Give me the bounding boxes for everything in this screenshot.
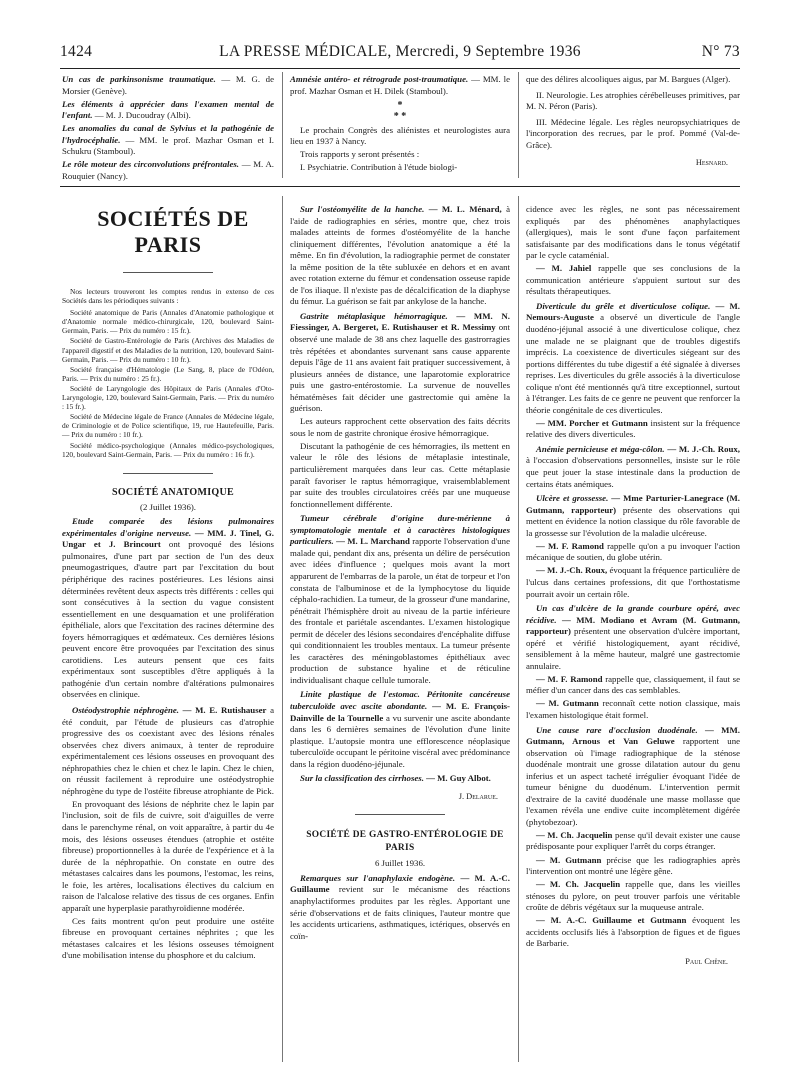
discussion: — M. A.-C. Guillaume et Gutmann évoquent les accidents occlusifs liés à l'absorption de figues et de figues de Barbarie. bbox=[526, 915, 743, 949]
article: Gastrite métaplasique hémorragique. — MM. N. Fiessinger, A. Bergeret, E. Rutishauser et R. Messimy ont observé une malade de 38 ans chez laquelle des gastrorragies très répétées et abondantes survenant sans cause apparente depuis l'âge de 11 ans avaient fait pratiquer successivement, à plusieurs années de distance, une laparotomie exploratrice puis une gastro-entérostomie. La survenue de nouvelles hématémèses fait décider une gastrectomie qui amène la guérison. bbox=[290, 310, 513, 414]
column-2 bbox=[290, 204, 513, 944]
periodical-entry: Société anatomique de Paris (Annales d'Anatomie pathologique et d'Anatomie normale médico-chirurgicale, 120, boulevard Saint-Germain, Paris. — Prix du numéro : 15 fr.). bbox=[62, 308, 274, 336]
discussion: — M. Ch. Jacquelin rappelle que, dans les vieilles sténoses du pylore, on peut trouver parfois une véritable croûte de débris végétaux sur la muqueuse antrale. bbox=[526, 879, 743, 913]
reports-paragraph: Trois rapports y seront présentés : bbox=[300, 149, 420, 160]
discussion: — M. Ch. Jacquelin pense qu'il devait exister une cause prédisposante pour expliquer l'arrêt du corps étranger. bbox=[526, 829, 743, 852]
asterism-top: * bbox=[397, 100, 403, 112]
section-date: (2 Juillet 1936). bbox=[140, 501, 196, 512]
article: Un cas d'ulcère de la grande courbure opéré, avec récidive. — MM. Modiano et Avram (M. Gutmann, rapporteur) présentent une observation d'ulcère important, opéré et vérifié histologiquement, ayant récidivé, sensiblement à la même hauteur, malgré une gastrectomie annulaire. bbox=[526, 603, 743, 671]
article-paragraph: En provoquant des lésions de néphrite chez le lapin par l'inclusion, soit de fils de cuivre, soit d'aiguilles de verre dans le parenchyme rénal, on voit apparaître, à partir du 4e mois, des lésions osseuses étendues (atrophie et ostéite fibreuse) proportionnelles à la durée de l'expérience et à la durée de la néphropathie. On constate en outre des métastases calcaires dans les poumons, l'estomac, les reins, le foie, les artères, localisations électives du calcium en raison de l'alcalose relative des tissus de ces organes. Enfin apparaît une hyperplasie parathyroïdienne modérée. bbox=[62, 798, 274, 913]
article-continued: cidence avec les règles, ne sont pas nécessairement expliqués par des phénomènes anaphylactiques (allergiques), mais le sont d'une façon parfaitement satisfaisante par des modifications dans le tonus végétatif par le cycle cataménial. bbox=[526, 204, 740, 261]
periodical-entry: Société de Gastro-Entérologie de Paris (Archives des Maladies de l'appareil digestif et des Maladies de la nutrition, 120, boulevard Saint-Germain, Paris. — Prix du numéro : 10 fr.). bbox=[62, 336, 274, 364]
top-left-item: Les éléments à apprécier dans l'examen mental de l'enfant. — M. J. Ducoudray (Albi). bbox=[62, 98, 277, 121]
signature: Paul Chêne. bbox=[685, 956, 728, 966]
section-heading: SOCIÉTÉ ANATOMIQUE bbox=[111, 486, 234, 498]
discussion: — M. F. Ramond rappelle qu'on a pu invoquer l'action mécanique de soutien, du globe utérin. bbox=[526, 540, 743, 563]
periodicals-list bbox=[62, 287, 274, 459]
article: Etude comparée des lésions pulmonaires expérimentales d'origine nerveuse. — MM. J. Tinel, G. Ungar et J. Brincourt ont provoqué des lésions pulmonaires, d'une part par section de l'un des deux pneumogastriques, d'autre part par l'excitation du bout périphérique des racines postérieures. Les lésions ainsi déterminées revêtent deux aspects très différents : celles qui sont consécutives à la section du vague consistent essentiellement en une desquamation et une prolifération épithéliale, alors que l'excitation des racines détermine des foyers hémorragiques et œdémateux. Ces dernières lésions peuvent encore être provoquées par l'excitation des sinus carotidiens. Les auteurs pensent que ces faits expérimentaux sont susceptibles d'être appliqués à la pathogénie d'un certain nombre d'altérations pulmonaires observées en clinique. bbox=[62, 516, 277, 700]
section-rule bbox=[60, 186, 740, 187]
discussion: — MM. Porcher et Gutmann insistent sur la fréquence relative des divers diverticules. bbox=[526, 417, 743, 440]
article: Ulcère et grossesse. — Mme Parturier-Lanegrace (M. Gutmann, rapporteur) présente des observations qui mettent en évidence la notion classique du rôle favorable de la grossesse sur l'évolution de la maladie ulcéreuse. bbox=[526, 493, 743, 538]
column-divider bbox=[518, 72, 519, 178]
article: Ostéodystrophie néphrogène. — M. E. Rutishauser a été conduit, par l'étude de plusieurs cas d'atrophie progressive des os coexistant avec des lésions rénales observées chez divers animaux, à tenter de reproduire expérimentalement ces lésions osseuses en provoquant des néphropathies chez le chien et chez le lapin. Chez le chien, on réussit facilement à reproduire une ostéodystrophie néphrogène du type de l'ostéite fibreuse atrophiante de Pick. bbox=[62, 704, 277, 796]
report-item-2: II. Neurologie. Les atrophies cérébelleuses primitives, par M. N. Péron (Paris). bbox=[526, 89, 740, 112]
header-rule bbox=[60, 68, 740, 69]
top-right-column bbox=[526, 74, 740, 170]
top-left-column bbox=[62, 74, 277, 184]
article: Tumeur cérébrale d'origine dure-mérienne à symptomatologie mentale et à caractères histologiques particuliers. — M. L. Marchand rapporte l'observation d'une malade qui, pendant dix ans, présenta un délire de persécution avec idées d'influence ; quelques mois avant la mort apparurent de l'embarras de la parole, un état de torpeur et l'on constata de l'albuminose et de la lymphocytose du liquide céphalo-rachidien. La tumeur, de la grosseur d'une mandarine, pénétrait l'hémisphère droit au niveau de la partie inférieure des frontale et pariétale ascendantes. L'examen histologique permit de déceler des lésions secondaires d'encéphalite diffuse qui conditionnaient les troubles mentaux. La tumeur présente les caractères des méningoblastomes épithéliaux avec production de substance hyaline et de réticuline individualisant chaque cellule tumorale. bbox=[290, 513, 513, 685]
article: Une cause rare d'occlusion duodénale. — MM. Gutmann, Arnous et Van Geluwe rapportent une observation où l'image radiographique de la sténose duodénale montrait une grosse dilatation autour du genu inferius et un aspect tacheté irrégulier évoquant l'idée de tumeur bénigne du duodénum. L'intervention permit d'extraire de la cavité duodénale une masse mollasse que l'examen révéla une endive cuite incomplètement digérée (phytobezoar). bbox=[526, 724, 743, 827]
signature: J. Delarue. bbox=[458, 791, 498, 801]
article: Diverticule du grêle et diverticulose colique. — M. Nemours-Auguste a observé un diverticule de l'angle duodéno-jéjunal associé à une diverticulose colique, chez une malade ne se plaignant que de troubles digestifs imprécis. La coexistence de diverticules siégeant sur des portions différentes du tube digestif a été signalée à diverses reprises. Les diverticules du grêle associés à la diverticulose colique n'ont été mentionnés qu'à titre exceptionnel, surtout à l'étranger. Les faits de ce genre ne peuvent que renforcer la théorie congénitale de ces diverticules. bbox=[526, 300, 743, 415]
article: Sur l'ostéomyélite de la hanche. — M. L. Ménard, à l'aide de radiographies en séries, montre que, chez trois malades atteints de formes d'ostéomyélite de la hanche cliniquement différentes, l'évolution anatomique a été la même. En fin d'évolution, la radiographie permet de constater la même position de la tête subluxée en dehors et en avant avec rotation externe du fémur et condensation osseuse rapide de l'os iliaque. Il n'existe pas de décalcification de la diaphyse du fémur. La guérison se fait par ankylose de la hanche. bbox=[290, 204, 513, 307]
section-rule bbox=[355, 814, 445, 815]
periodical-entry: Société médico-psychologique (Annales médico-psychologiques, 120, boulevard Saint-Germain, Paris. — Prix du numéro : 16 fr.). bbox=[62, 440, 274, 459]
discussion: — M. F. Ramond rappelle que, classiquement, il faut se méfier d'un cancer dans des cas semblables. bbox=[526, 673, 743, 696]
article-paragraph: Discutant la pathogénie de ces hémorragies, ils mettent en valeur le rôle des lésions de métaplasie intestinale, particulièrement marquées dans leur cas. Cette métaplasie paraît favoriser le raptus hémorragique, vraisemblablement par suite des troubles circulatoires créés par une muqueuse fonctionnellement différente. bbox=[290, 440, 510, 509]
report-item-1: I. Psychiatrie. Contribution à l'étude biologi- bbox=[300, 162, 458, 173]
article: Anémie pernicieuse et méga-côlon. — M. J.-Ch. Roux, à l'occasion d'observations personnelles, insiste sur le rôle que peut jouer la stase intestinale dans la production de certains états anémiques. bbox=[526, 443, 743, 489]
periodical-entry: Société française d'Hématologie (Le Sang, 8, place de l'Odéon, Paris. — Prix du numéro : 25 fr.). bbox=[62, 364, 274, 383]
congress-paragraph: Le prochain Congrès des aliénistes et neurologistes aura lieu en 1937 à Nancy. bbox=[290, 124, 510, 147]
column-divider bbox=[282, 72, 283, 178]
column-3 bbox=[526, 204, 743, 969]
title-rule bbox=[123, 272, 213, 273]
top-left-item: Un cas de parkinsonisme traumatique. — M. G. de Morsier (Genève). bbox=[62, 74, 277, 96]
discussion: — M. Gutmann reconnaît cette notion classique, mais l'examen histologique était formel. bbox=[526, 698, 743, 720]
section-rule bbox=[123, 473, 213, 474]
asterism-bottom: * * bbox=[393, 110, 407, 122]
page-title: SOCIÉTÉS DE PARIS bbox=[97, 206, 249, 257]
section-date: 6 Juillet 1936. bbox=[374, 858, 426, 869]
report-item-1-continued: que des délires alcooliques aigus, par M. Bargues (Alger). bbox=[526, 74, 731, 84]
article: Sur la classification des cirrhoses. — M. Guy Albot. bbox=[300, 773, 491, 784]
signature: Hesnard. bbox=[695, 158, 728, 168]
journal-title: LA PRESSE MÉDICALE, Mercredi, 9 Septembre 1936 bbox=[219, 43, 581, 60]
discussion: — M. J.-Ch. Roux, évoquant la fréquence particulière de l'ulcus dans certaines professions, dit que l'orthostatisme pourrait avoir un certain rôle. bbox=[526, 565, 743, 599]
article-paragraph: Les auteurs rapprochent cette observation des faits décrits sous le nom de gastrite chronique érosive hémorragique. bbox=[290, 416, 510, 438]
column-1 bbox=[62, 206, 277, 964]
top-left-item: Les anomalies du canal de Sylvius et la pathogénie de l'hydrocéphalie. — MM. le prof. Mazhar Osman et I. Schukru (Stamboul). bbox=[62, 123, 277, 157]
report-item-3: III. Médecine légale. Les règles neuropsychiatriques de l'incorporation des recrues, par le prof. Pommé (Val-de-Grâce). bbox=[526, 116, 740, 150]
intro-text: Nos lecteurs trouveront les comptes rendus in extenso de ces Sociétés dans les périodiques suivants : bbox=[62, 287, 274, 306]
page-header bbox=[60, 43, 740, 65]
page-number: 1424 bbox=[60, 43, 93, 60]
article: Linite plastique de l'estomac. Péritonite cancéreuse tuberculoïde avec ascite abondante. — M. E. François-Dainville de la Tournelle a vu survenir une ascite abondante dans les 6 dernières semaines de l'évolution d'une linite plastique. L'autopsie montra une efflorescence néoplasique tuberculoïde occupant le péritoine viscéral avec prédominance dans la région duodéno-jéjunale. bbox=[290, 689, 513, 769]
periodical-entry: Société de Médecine légale de France (Annales de Médecine légale, de Criminologie et de Police scientifique, 19, rue Hautefeuille, Paris. — Prix du numéro : 10 fr.). bbox=[62, 412, 274, 440]
article-paragraph: Ces faits montrent qu'on peut produire une ostéite fibreuse en provoquant certaines néphrites ; que les métastases calcaires et les lésions osseuses témoignent d'une mobilisation intense du phosphore et du calcium. bbox=[62, 915, 274, 961]
top-middle-item: Amnésie antéro- et rétrograde post-traumatique. — MM. le prof. Mazhar Osman et H. Dilek (Stamboul). bbox=[290, 74, 513, 96]
discussion: — M. Jahiel rappelle que ses conclusions de la communication antérieure s'appuient surtout sur des résultats thérapeutiques. bbox=[526, 263, 743, 297]
discussion: — M. Gutmann précise que les radiographies après l'intervention ont montré une légère gêne. bbox=[526, 854, 743, 877]
top-left-item: Le rôle moteur des circonvolutions préfrontales. — M. A. Rouquier (Nancy). bbox=[62, 159, 277, 181]
column-divider bbox=[518, 196, 519, 1062]
column-divider bbox=[282, 196, 283, 1062]
section-heading: SOCIÉTÉ DE GASTRO-ENTÉROLOGIE DE PARIS bbox=[306, 830, 504, 854]
issue-number: N° 73 bbox=[701, 43, 740, 60]
periodical-entry: Société de Laryngologie des Hôpitaux de Paris (Annales d'Oto-Laryngologie, 120, boulevard Saint-Germain, Paris. — Prix du numéro : 15 fr.). bbox=[62, 383, 274, 412]
top-middle-column bbox=[290, 74, 513, 175]
article: Remarques sur l'anaphylaxie endogène. — M. A.-C. Guillaume revient sur le mécanisme des réactions anaphylactiformes produites par les règles. Apportant une série d'observations et de faits cliniques, l'auteur montre que les accidents urticariens, asthmatiques, ictériques, observés en coïn- bbox=[290, 872, 513, 941]
